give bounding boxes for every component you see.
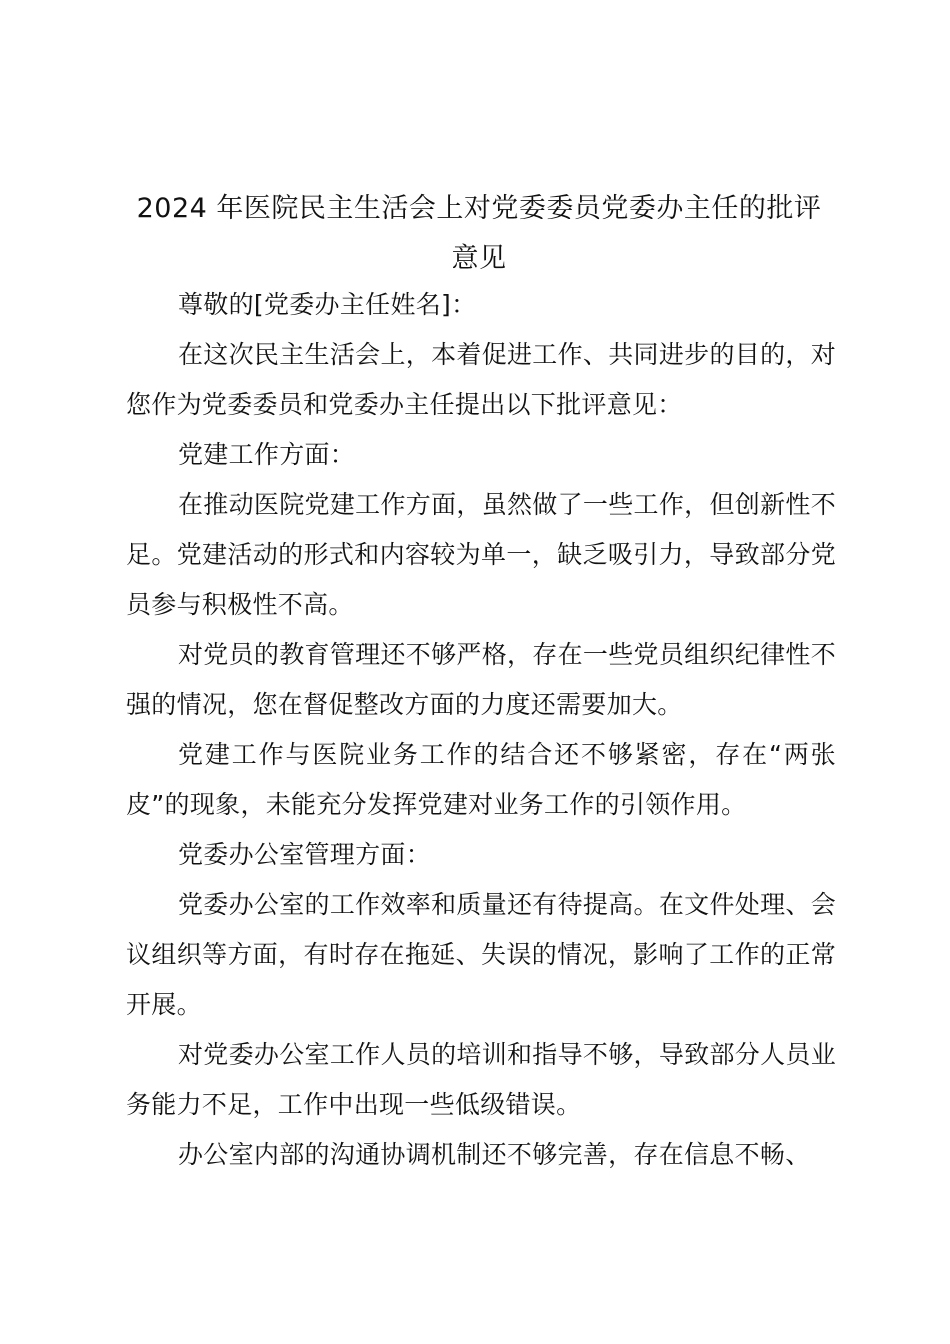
paragraph-staff-training: 对党委办公室工作人员的培训和指导不够，导致部分人员业务能力不足，工作中出现一些低级错误。 [126, 1040, 836, 1119]
paragraph-communication: 办公室内部的沟通协调机制还不够完善，存在信息不畅、 [178, 1140, 811, 1169]
paragraph-intro: 在这次民主生活会上，本着促进工作、共同进步的目的，对您作为党委委员和党委办主任提出以下批评意见： [126, 340, 836, 419]
section-heading-office-management: 党委办公室管理方面： [178, 840, 432, 869]
document-title: 2024 年医院民主生活会上对党委委员党委办主任的批评意见 [136, 193, 822, 274]
paragraph-office-efficiency: 党委办公室的工作效率和质量还有待提高。在文件处理、会议组织等方面，有时存在拖延、失误的情况，影响了工作的正常开展。 [126, 890, 836, 1019]
greeting: 尊敬的[党委办主任姓名]： [178, 290, 477, 319]
paragraph-party-building-innovation: 在推动医院党建工作方面，虽然做了一些工作，但创新性不足。党建活动的形式和内容较为单一，缺乏吸引力，导致部分党员参与积极性不高。 [126, 490, 836, 619]
paragraph-integration: 党建工作与医院业务工作的结合还不够紧密，存在“两张皮”的现象，未能充分发挥党建对业务工作的引领作用。 [126, 740, 836, 819]
section-heading-party-building: 党建工作方面： [178, 440, 356, 469]
paragraph-member-management: 对党员的教育管理还不够严格，存在一些党员组织纪律性不强的情况，您在督促整改方面的力度还需要加大。 [126, 640, 836, 719]
document-body [126, 280, 836, 1180]
